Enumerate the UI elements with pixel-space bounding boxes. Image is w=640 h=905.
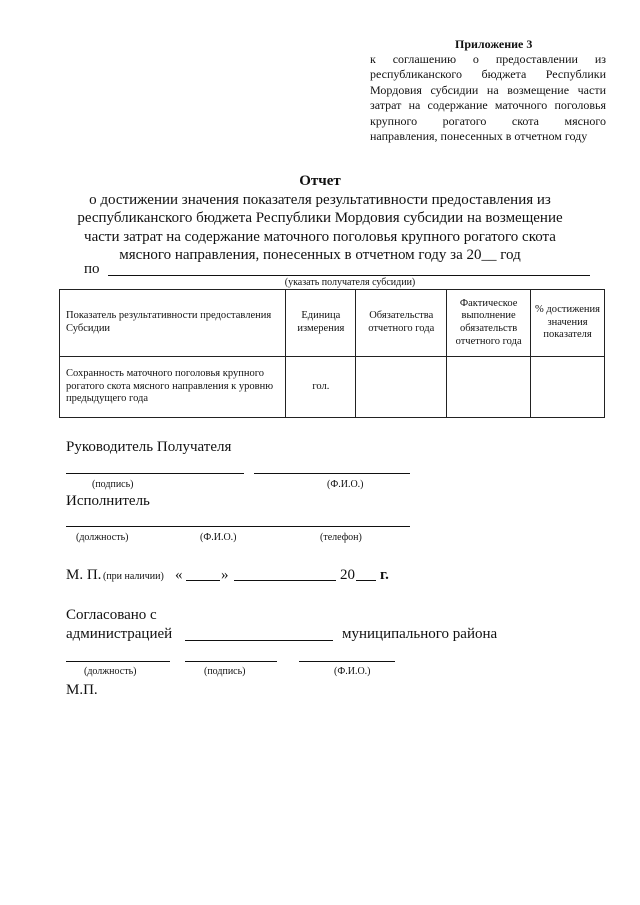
report-title: Отчет (299, 173, 341, 189)
header-indicator: Показатель результативности предоставления Субсидии (60, 290, 286, 357)
agreed-line1: Согласовано с (66, 607, 157, 623)
header-unit: Единица измерения (286, 290, 356, 357)
year-prefix: 20 (340, 567, 355, 583)
cap-fio3: (Ф.И.О.) (334, 666, 371, 677)
cap-fio2: (Ф.И.О.) (200, 532, 237, 543)
agreed-signature-line[interactable] (185, 661, 277, 662)
cap-position: (должность) (76, 532, 129, 543)
head-title: Руководитель Получателя (66, 439, 232, 455)
agreed-admin: администрацией (66, 626, 173, 642)
cell-actual[interactable] (447, 357, 531, 418)
cap-fio: (Ф.И.О.) (327, 479, 364, 490)
report-table (59, 289, 605, 418)
header-actual: Фактическое выполнение обязательств отчетного года (447, 290, 531, 357)
recipient-label: по (84, 261, 100, 277)
year-line[interactable] (356, 580, 376, 581)
executor-title: Исполнитель (66, 493, 150, 509)
cap-position2: (должность) (84, 666, 137, 677)
cap-signature: (подпись) (92, 479, 134, 490)
head-signature-line[interactable] (66, 473, 244, 474)
head-fio-line[interactable] (254, 473, 410, 474)
mp-note: (при наличии) (103, 571, 164, 582)
mp-label: М. П. (66, 567, 102, 583)
cap-signature2: (подпись) (204, 666, 246, 677)
date-open-quote: « (175, 567, 183, 583)
year-suffix: г. (380, 567, 389, 583)
agreed-district: муниципального района (342, 626, 498, 642)
table-row (60, 357, 605, 418)
annex-text: к соглашению о предоставлении из республиканского бюджета Республики Мордовия субсидии на возмещение части затрат на содержание маточного поголовья крупного рогатого скота мясного направления, понесенных в отчетном году (370, 52, 606, 144)
cap-phone: (телефон) (320, 532, 362, 543)
recipient-line[interactable] (108, 275, 590, 276)
executor-line[interactable] (66, 526, 410, 527)
cell-indicator: Сохранность маточного поголовья крупного рогатого скота мясного направления к уровню предыдущего года (60, 357, 286, 418)
agreed-position-line[interactable] (66, 661, 170, 662)
header-percent: % достижения значения показателя (531, 290, 605, 357)
report-subtitle: о достижении значения показателя результативности предоставления из республиканского бюджета Республики Мордовия субсидии на возмещение части затрат на содержание маточного поголовья крупного рогатого скота мясного направления, понесенных в отчетном году за 20__ год (77, 192, 563, 264)
cell-unit: гол. (286, 357, 356, 418)
date-close-quote: » (221, 567, 229, 583)
header-obligations: Обязательства отчетного года (356, 290, 447, 357)
cell-obligations[interactable] (356, 357, 447, 418)
agreed-fio-line[interactable] (299, 661, 395, 662)
cell-percent[interactable] (531, 357, 605, 418)
mp-final: М.П. (66, 682, 98, 698)
date-month-line[interactable] (234, 580, 336, 581)
agreed-admin-line[interactable] (185, 640, 333, 641)
recipient-hint: (указать получателя субсидии) (284, 277, 416, 288)
annex-title: Приложение 3 (455, 37, 533, 51)
date-day-line[interactable] (186, 580, 220, 581)
table-header-row (60, 290, 605, 357)
